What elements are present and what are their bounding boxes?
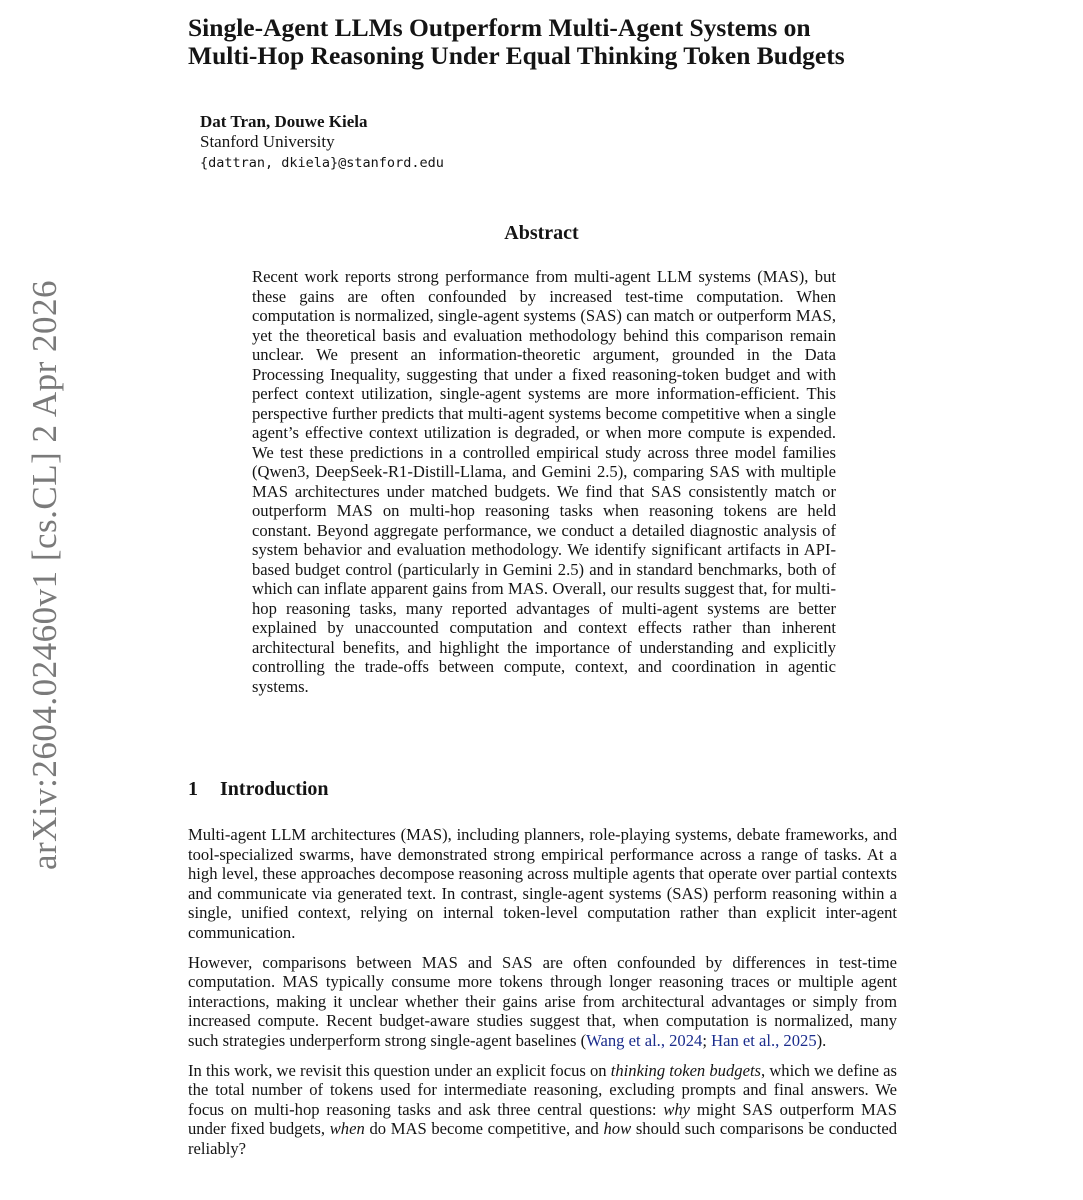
introduction-body: [188, 825, 897, 1169]
paper-title-line-2: Multi-Hop Reasoning Under Equal Thinking Token Budgets: [188, 41, 845, 70]
citation-han-2025[interactable]: Han et al., 2025: [711, 1030, 817, 1050]
intro-paragraph-3-d: do MAS become competitive, and: [364, 1119, 604, 1139]
abstract-text: Recent work reports strong performance from multi-agent LLM systems (MAS), but these gains are often confounded by increased test-time computation. When computation is normalized, single-agent systems (SAS) can match or outperform MAS, yet the theoretical basis and evaluation methodology behind this comparison remain unclear. We present an information-theoretic argument, grounded in the Data Processing Inequality, suggesting that under a fixed reasoning-token budget and with perfect context utilization, single-agent systems are more information-efficient. This perspective further predicts that multi-agent systems become competitive when a single agent’s effective context utilization is degraded, or when more compute is expended. We test these predictions in a controlled empirical study across three model families (Qwen3, DeepSeek-R1-Distill-Llama, and Gemini 2.5), comparing SAS with multiple MAS architectures under matched budgets. We find that SAS consistently match or outperform MAS on multi-hop reasoning tasks when reasoning tokens are held constant. Beyond aggregate performance, we conduct a detailed diagnostic analysis of system behavior and evaluation methodology. We identify significant artifacts in API-based budget control (particularly in Gemini 2.5) and in standard benchmarks, both of which can inflate apparent gains from MAS. Overall, our results suggest that, for multi-hop reasoning tasks, many reported advantages of multi-agent systems are better explained by unaccounted computation and context effects rather than inherent architectural benefits, and highlight the importance of understanding and explicitly controlling the trade-offs between compute, context, and coordination in agentic systems.: [252, 267, 836, 696]
question-how: how: [603, 1119, 632, 1139]
intro-paragraph-2-end: ).: [816, 1030, 827, 1050]
citation-wang-2024[interactable]: Wang et al., 2024: [586, 1030, 703, 1050]
author-names: Dat Tran, Douwe Kiela: [200, 112, 368, 131]
paper-title-line-1: Single-Agent LLMs Outperform Multi-Agent Systems on: [188, 13, 811, 42]
citation-separator: ;: [702, 1030, 712, 1050]
intro-paragraph-3-b: , which we define as the total number of tokens used for intermediate reasoning, excluding prompts and final answers. We focus on multi-hop reasoning tasks and ask three central questions:: [188, 1060, 897, 1119]
intro-paragraph-3-a: In this work, we revisit this question under an explicit focus on: [188, 1060, 611, 1080]
abstract-heading: [0, 222, 1083, 245]
question-why: why: [663, 1099, 691, 1119]
section-heading-introduction: [188, 778, 329, 801]
author-affiliation: Stanford University: [200, 132, 335, 151]
question-when: when: [329, 1119, 365, 1139]
intro-paragraph-3-c: might SAS outperform MAS under fixed budgets,: [188, 1099, 897, 1139]
author-email: {dattran, dkiela}@stanford.edu: [200, 155, 444, 171]
abstract-section: [252, 267, 836, 696]
intro-paragraph-3: [188, 1061, 897, 1159]
arxiv-identifier-text: arXiv:2604.02460v1 [cs.CL] 2 Apr 2026: [25, 279, 65, 871]
intro-paragraph-3-e: should such comparisons be conducted reliably?: [188, 1119, 897, 1158]
abstract-heading-text: Abstract: [504, 222, 579, 244]
intro-paragraph-2: [188, 953, 897, 1051]
section-number: 1: [188, 778, 198, 800]
paper-title: [188, 14, 1048, 70]
section-title: Introduction: [220, 778, 329, 800]
arxiv-identifier-stamp: [24, 270, 66, 880]
author-block: [200, 112, 444, 173]
term-thinking-token-budgets: thinking token budgets: [610, 1060, 762, 1080]
intro-paragraph-2-text: However, comparisons between MAS and SAS are often confounded by differences in test-time computation. MAS typically consume more tokens through longer reasoning traces or multiple agent interactions, making it unclear whether their gains arise from architectural advantages or simply from increased compute. Recent budget-aware studies suggest that, when computation is normalized, many such strategies underperform strong single-agent baselines (: [188, 952, 897, 1050]
intro-paragraph-1: Multi-agent LLM architectures (MAS), including planners, role-playing systems, debate frameworks, and tool-specialized swarms, have demonstrated strong empirical performance across a range of tasks. At a high level, these approaches decompose reasoning across multiple agents that operate over partial contexts and communicate via generated text. In contrast, single-agent systems (SAS) perform reasoning within a single, unified context, relying on internal token-level computation rather than explicit inter-agent communication.: [188, 825, 897, 942]
